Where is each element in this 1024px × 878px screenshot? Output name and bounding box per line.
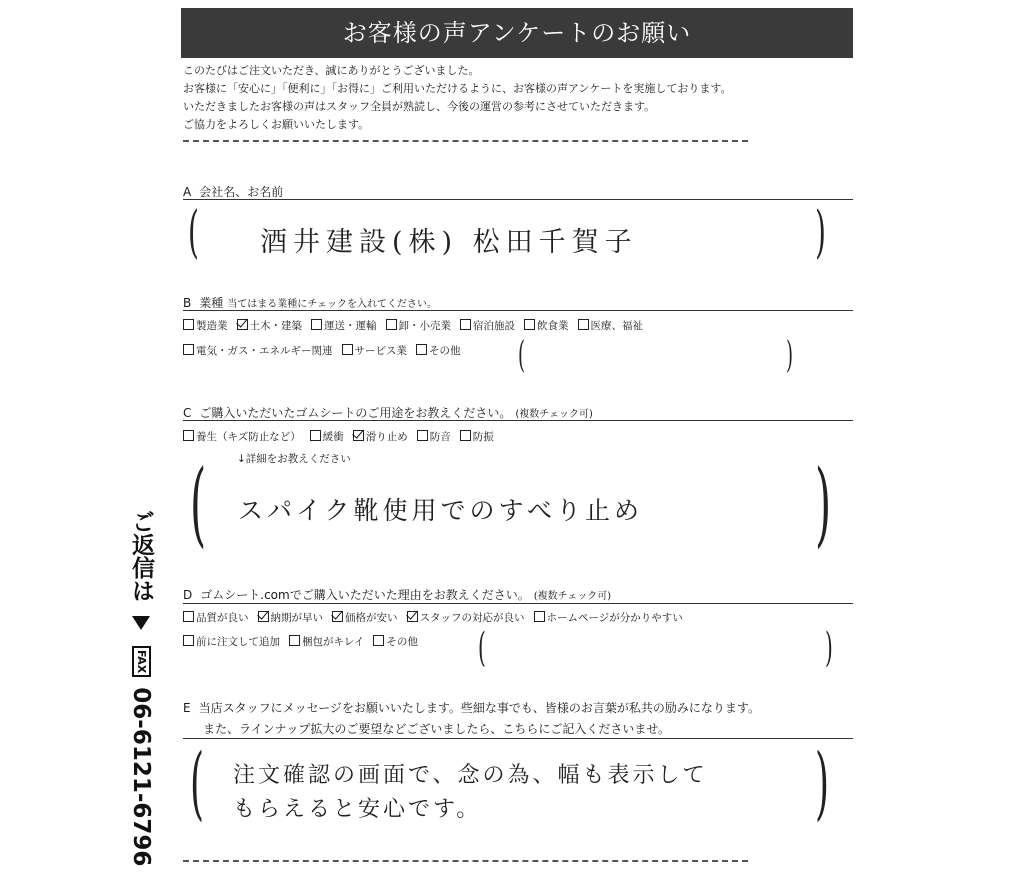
checkbox-option[interactable]: [386, 318, 452, 333]
divider: [183, 140, 748, 142]
industry-options-row-2: [183, 343, 470, 358]
section-b-heading: [183, 294, 437, 311]
checkbox-label: 品質が良い: [196, 612, 249, 624]
section-rule: [183, 603, 853, 604]
message-answer-line-1[interactable]: 注文確認の画面で、念の為、幅も表示して: [233, 763, 708, 788]
section-title: 当店スタッフにメッセージをお願いいたします。些細な事でも、皆様のお言葉が私共の励みになります。: [198, 701, 760, 715]
left-bracket: (: [190, 450, 207, 557]
section-letter: D: [183, 588, 193, 602]
section-note: (複数チェック可): [515, 409, 593, 420]
checkbox-label: 防振: [472, 431, 494, 443]
checkbox-label: 養生（キズ防止など）: [196, 431, 301, 443]
reason-options-row-2: [183, 634, 427, 649]
checkbox-option[interactable]: [416, 343, 461, 358]
right-bracket: ): [815, 200, 826, 265]
intro-line: いただきましたお客様の声はスタッフ全員が熟読し、今後の運営の参考にさせていただきます。: [183, 100, 656, 113]
checkbox-option[interactable]: [183, 343, 333, 358]
checkbox-option[interactable]: [407, 610, 525, 625]
right-bracket: ): [825, 625, 833, 671]
section-title: ゴムシート.comでご購入いただいた理由をお教えください。: [200, 588, 530, 602]
checkbox-option[interactable]: [353, 429, 408, 444]
message-answer-line-2[interactable]: もらえると安心です。: [233, 797, 482, 822]
checkbox-option[interactable]: [289, 634, 364, 649]
right-bracket: ): [786, 335, 794, 376]
checkbox-label: 製造業: [196, 320, 228, 332]
reason-options-row-1: [183, 610, 692, 625]
checkbox-icon[interactable]: [416, 344, 427, 355]
section-e-heading: [183, 699, 760, 716]
company-name-answer[interactable]: 酒井建設(株) 松田千賀子: [260, 227, 638, 258]
section-title: 会社名、お名前: [199, 185, 284, 199]
usage-detail-answer[interactable]: スパイク靴使用でのすべり止め: [238, 496, 644, 525]
checkbox-icon[interactable]: [417, 430, 428, 441]
checkbox-label: 防音: [429, 431, 451, 443]
section-letter: C: [183, 406, 192, 420]
checkbox-label: 電気・ガス・エネルギー関連: [196, 345, 333, 357]
reply-lead: ご返信は: [128, 510, 154, 602]
checkbox-checked-icon[interactable]: [237, 319, 248, 330]
checkbox-label: 価格が安い: [345, 612, 398, 624]
checkbox-checked-icon[interactable]: [353, 430, 364, 441]
fax-number: 06-6121-6796: [128, 687, 154, 867]
checkbox-icon[interactable]: [289, 635, 300, 646]
checkbox-option[interactable]: [237, 318, 303, 333]
checkbox-label: 医療、福祉: [590, 320, 643, 332]
section-e-heading-2: また、ラインナップ拡大のご要望などございましたら、こちらにご記入くださいませ。: [203, 722, 671, 736]
checkbox-option[interactable]: [332, 610, 398, 625]
section-title: 業種: [199, 296, 224, 310]
section-rule: [183, 738, 853, 739]
usage-options-row: [183, 429, 503, 444]
left-bracket: (: [478, 625, 486, 671]
checkbox-icon[interactable]: [460, 319, 471, 330]
checkbox-option[interactable]: [310, 429, 344, 444]
checkbox-label: 宿泊施設: [473, 320, 515, 332]
checkbox-label: スタッフの対応が良い: [419, 612, 525, 624]
checkbox-label: その他: [429, 345, 461, 357]
checkbox-label: 納期が早い: [270, 612, 323, 624]
checkbox-option[interactable]: [460, 429, 494, 444]
section-a-heading: [183, 183, 283, 200]
checkbox-icon[interactable]: [183, 344, 194, 355]
section-rule: [183, 420, 853, 421]
section-note: (複数チェック可): [533, 591, 612, 602]
checkbox-icon[interactable]: [373, 635, 384, 646]
checkbox-option[interactable]: [311, 318, 377, 333]
section-c-heading: [183, 404, 593, 421]
checkbox-option[interactable]: [183, 610, 249, 625]
checkbox-icon[interactable]: [524, 319, 535, 330]
checkbox-label: 前に注文して追加: [196, 636, 280, 648]
right-bracket: ): [815, 736, 830, 829]
section-letter: E: [183, 701, 191, 715]
checkbox-label: 緩衝: [322, 431, 344, 443]
detail-note: ↓詳細をお教えください: [237, 453, 351, 465]
section-letter: A: [183, 185, 192, 199]
section-d-heading: [183, 586, 611, 603]
left-bracket: (: [188, 200, 199, 265]
checkbox-checked-icon[interactable]: [258, 611, 269, 622]
checkbox-option[interactable]: [183, 429, 301, 444]
checkbox-option[interactable]: [373, 634, 418, 649]
left-bracket: (: [190, 736, 205, 829]
intro-line: ご協力をよろしくお願いいたします。: [183, 118, 370, 131]
checkbox-label: 卸・小売業: [398, 320, 451, 332]
checkbox-option[interactable]: [524, 318, 569, 333]
checkbox-label: 飲食業: [537, 320, 569, 332]
section-letter: B: [183, 296, 192, 310]
checkbox-option[interactable]: [183, 318, 228, 333]
fax-sidebar: [124, 510, 158, 870]
divider: [183, 860, 748, 862]
checkbox-label: サービス業: [354, 345, 407, 357]
intro-line: このたびはご注文いただき、誠にありがとうございました。: [183, 64, 480, 77]
checkbox-option[interactable]: [183, 634, 280, 649]
intro-line: お客様に「安心に」「便利に」「お得に」ご利用いただけるように、お客様の声アンケートを実施しております。: [183, 82, 732, 95]
checkbox-label: 土木・建築: [249, 320, 302, 332]
section-rule: [183, 199, 853, 200]
checkbox-checked-icon[interactable]: [407, 611, 418, 622]
fax-label: FAX: [132, 646, 151, 677]
checkbox-icon[interactable]: [183, 635, 194, 646]
checkbox-icon[interactable]: [183, 611, 194, 622]
checkbox-option[interactable]: [258, 610, 324, 625]
checkbox-icon[interactable]: [534, 611, 545, 622]
checkbox-icon[interactable]: [578, 319, 589, 330]
page-title: お客様の声アンケートのお願い: [181, 8, 853, 58]
checkbox-icon[interactable]: [386, 319, 397, 330]
checkbox-icon[interactable]: [460, 430, 471, 441]
industry-options-row-1: [183, 318, 652, 333]
section-note: 当てはまる業種にチェックを入れてください。: [227, 299, 437, 310]
checkbox-icon[interactable]: [183, 319, 194, 330]
checkbox-icon[interactable]: [310, 430, 321, 441]
section-rule: [183, 310, 853, 311]
checkbox-checked-icon[interactable]: [332, 611, 343, 622]
checkbox-option[interactable]: [460, 318, 515, 333]
checkbox-option[interactable]: [342, 343, 408, 358]
arrow-down-icon: [132, 616, 150, 630]
checkbox-label: 運送・運輸: [324, 320, 377, 332]
checkbox-option[interactable]: [578, 318, 644, 333]
checkbox-label: ホームページが分かりやすい: [546, 612, 683, 624]
section-title: ご購入いただいたゴムシートのご用途をお教えください。: [199, 406, 512, 420]
checkbox-label: その他: [386, 636, 418, 648]
checkbox-label: 梱包がキレイ: [302, 636, 365, 648]
left-bracket: (: [518, 335, 526, 376]
checkbox-icon[interactable]: [183, 430, 194, 441]
right-bracket: ): [815, 450, 832, 557]
checkbox-icon[interactable]: [311, 319, 322, 330]
checkbox-option[interactable]: [417, 429, 451, 444]
checkbox-option[interactable]: [534, 610, 683, 625]
checkbox-icon[interactable]: [342, 344, 353, 355]
checkbox-label: 滑り止め: [365, 431, 408, 443]
